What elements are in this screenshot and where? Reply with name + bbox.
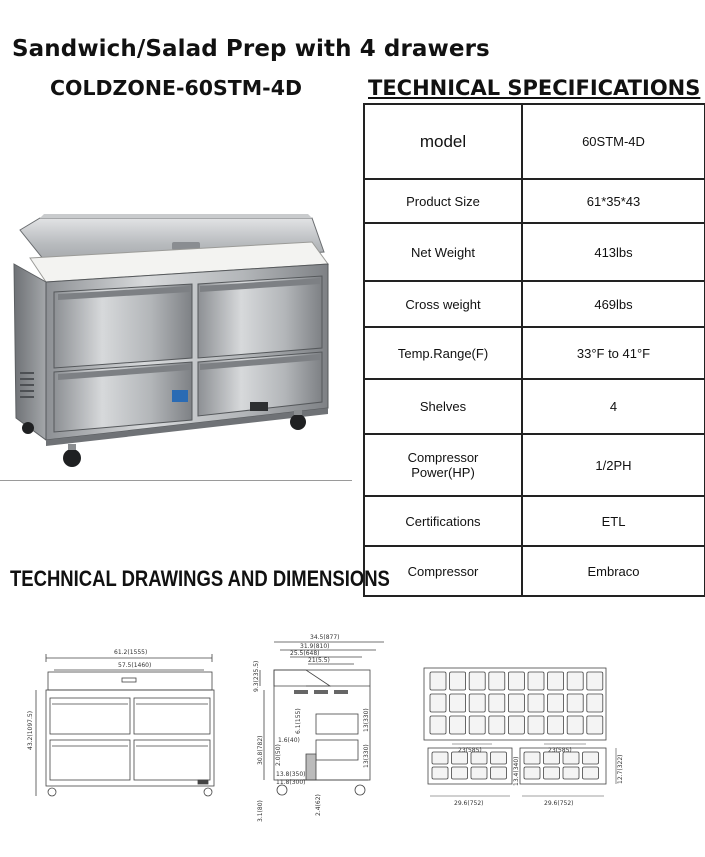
spec-label: Shelves [364,379,522,434]
pan-cell [452,767,468,779]
spec-row [364,327,705,379]
dim-height-5: 2.0(50) [275,744,282,766]
pan-cell [508,716,524,734]
pan-cell [583,767,599,779]
pan-cell [469,716,485,734]
dim-height-1: 9.3(235.5) [253,660,260,692]
spec-value: ETL [522,496,705,546]
pan-cell [548,716,564,734]
caster [290,414,306,430]
pan-cell [567,694,583,712]
spec-label: Cross weight [364,281,522,327]
pan-cell [450,694,466,712]
pan-cell [469,694,485,712]
spec-value: 413lbs [522,223,705,281]
pan-cell [432,752,448,764]
spec-row [364,179,705,223]
spec-row [364,434,705,496]
spec-label: Net Weight [364,223,522,281]
dim-width-left: 29.6(752) [454,800,484,807]
spec-label: Product Size [364,179,522,223]
dim-height-4: 1.6(40) [278,737,300,744]
dim-foot-2: 2.4(62) [315,794,322,816]
spec-label: Compressor Power(HP) [364,434,522,496]
pan-cell [544,767,560,779]
spec-heading: TECHNICAL SPECIFICATIONS [368,76,701,100]
spec-value: Embraco [522,546,705,596]
dim-height-2: 30.8(782) [257,735,264,765]
pan-cell [489,672,505,690]
dim-width-2: 11.8(300) [276,779,306,786]
spec-value: 469lbs [522,281,705,327]
pan-cell [432,767,448,779]
spec-label: Temp.Range(F) [364,327,522,379]
spec-row [364,546,705,596]
side-view-drawing [250,630,400,830]
page-title: Sandwich/Salad Prep with 4 drawers [12,36,490,62]
spec-label: model [364,104,522,179]
dim-width-1: 13.8(350) [276,771,306,778]
top-view-drawing [418,660,628,810]
spec-table [363,103,705,597]
spec-label: Certifications [364,496,522,546]
pan-cell [430,672,446,690]
pan-cell [567,716,583,734]
spec-value: 60STM-4D [522,104,705,179]
spec-row [364,496,705,546]
pan-cell [587,672,603,690]
spec-row [364,281,705,327]
spec-value: 33°F to 41°F [522,327,705,379]
pan-cell [508,672,524,690]
dim-foot-1: 3.1(80) [257,800,264,822]
spec-row [364,223,705,281]
pan-cell [450,716,466,734]
pan-cell [587,694,603,712]
dim-height-6: 13(330) [363,708,370,732]
dim-depth-1: 34.5(877) [310,634,340,641]
spec-label: Compressor [364,546,522,596]
pan-cell [528,694,544,712]
spec-row [364,104,705,179]
pan-cell [489,694,505,712]
pan-cell [524,752,540,764]
model-code: COLDZONE-60STM-4D [50,76,302,100]
dim-drawer-height: 13.4(340) [513,756,520,786]
pan-cell [528,716,544,734]
caster [63,449,81,467]
pan-cell [567,672,583,690]
pan-cell [508,694,524,712]
front-view-drawing [22,630,232,810]
logo-badge [172,390,188,402]
pan-cell [489,716,505,734]
dim-height: 43.2(1097.5) [27,710,34,750]
pan-cell [491,767,507,779]
dim-width-inner: 57.5(1460) [118,662,152,669]
pan-cell [587,716,603,734]
dim-width-right: 29.6(752) [544,800,574,807]
divider-line [0,480,352,481]
control-display [250,402,268,411]
spec-value: 4 [522,379,705,434]
dim-height-7: 13(330) [363,744,370,768]
dim-side-height: 12.7(322) [617,754,624,784]
caster [22,422,34,434]
pan-cell [471,767,487,779]
dim-height-3: 6.1(155) [295,708,302,734]
dim-depth-3: 25.5(648) [290,650,320,657]
drawings-heading: TECHNICAL DRAWINGS AND DIMENSIONS [10,566,390,591]
pan-cell [491,752,507,764]
pan-cell [583,752,599,764]
pan-cell [450,672,466,690]
product-photo [12,212,352,472]
pan-cell [548,694,564,712]
dim-pan-width-1: 23(585) [458,747,482,754]
pan-cell [524,767,540,779]
pan-cell [469,672,485,690]
pan-cell [563,767,579,779]
pan-cell [430,694,446,712]
dim-pan-width-2: 23(585) [548,747,572,754]
pan-cell [430,716,446,734]
pan-cell [548,672,564,690]
pan-cell [528,672,544,690]
dim-depth-2: 31.9(810) [300,643,330,650]
spec-value: 61*35*43 [522,179,705,223]
spec-row [364,379,705,434]
spec-value: 1/2PH [522,434,705,496]
dim-depth-4: 21(5.5) [308,657,330,664]
dim-width-outer: 61.2(1555) [114,649,148,656]
